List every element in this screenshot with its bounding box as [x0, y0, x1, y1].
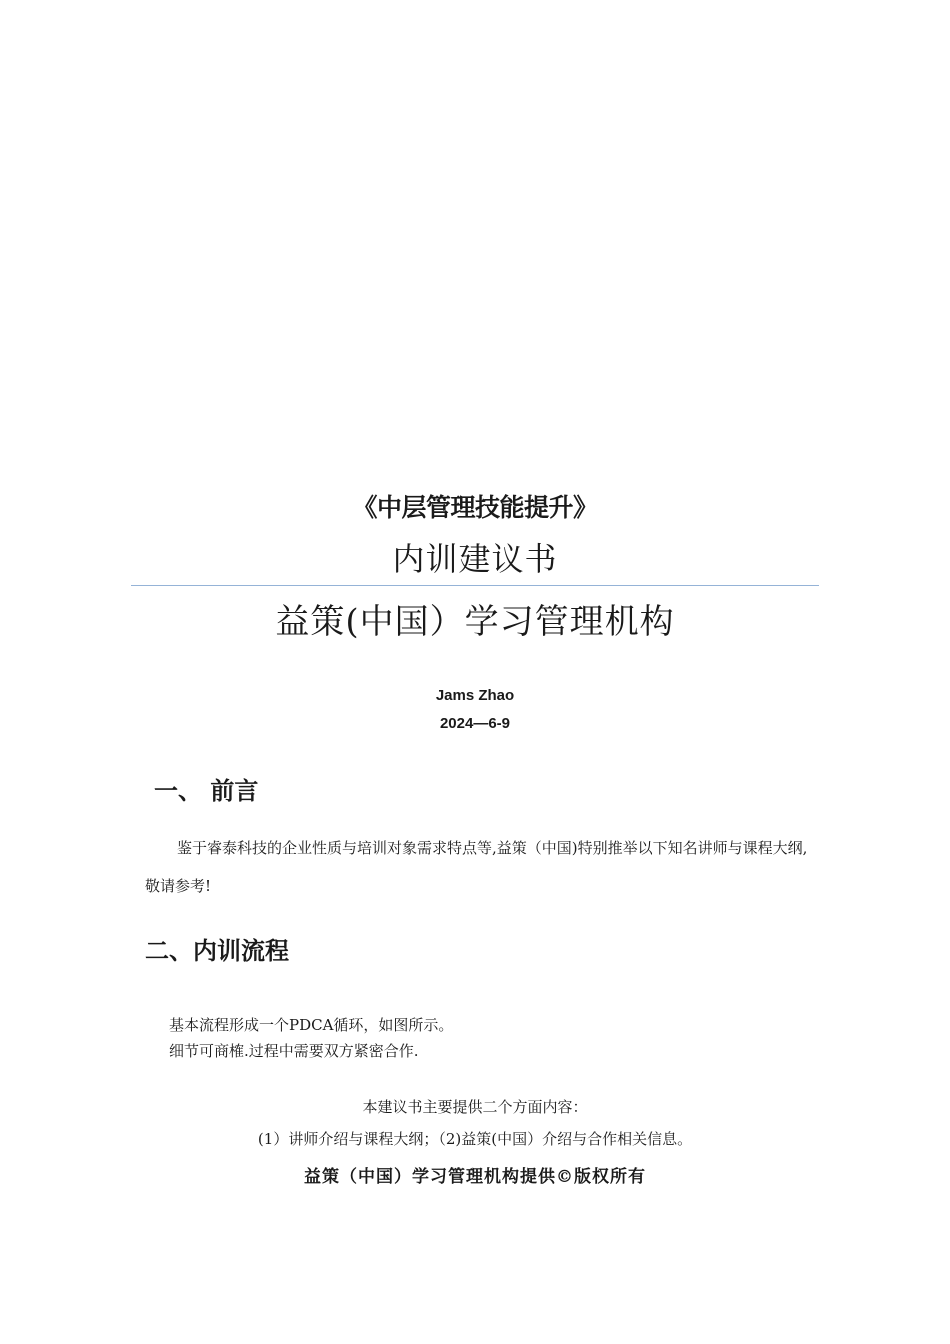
- author-name: Jams Zhao: [435, 687, 515, 704]
- section-heading-preface: 一、 前言: [154, 777, 259, 805]
- document-title: 《中层管理技能提升》: [352, 493, 598, 522]
- document-subtitle: 内训建议书: [392, 540, 558, 578]
- process-line-2: 细节可商榷.过程中需要双方紧密合作.: [169, 1042, 419, 1060]
- section-heading-process: 二、内训流程: [145, 937, 289, 965]
- preface-paragraph: 鉴于睿泰科技的企业性质与培训对象需求特点等,益策（中国)特别推举以下知名讲师与课程大纲,敬请参考!: [145, 839, 808, 895]
- document-date: 2024—6-9: [439, 715, 511, 732]
- summary-intro: 本建议书主要提供二个方面内容：: [362, 1098, 588, 1116]
- process-line-1: 基本流程形成一个PDCA循环，如图所示。: [169, 1016, 454, 1034]
- summary-items: (1）讲师介绍与课程大纲；（2)益策(中国）介绍与合作相关信息。: [257, 1130, 693, 1148]
- copyright-line: 益策（中国）学习管理机构提供©版权所有: [304, 1167, 646, 1187]
- organization-name: 益策(中国）学习管理机构: [275, 602, 675, 642]
- title-divider: [131, 585, 819, 586]
